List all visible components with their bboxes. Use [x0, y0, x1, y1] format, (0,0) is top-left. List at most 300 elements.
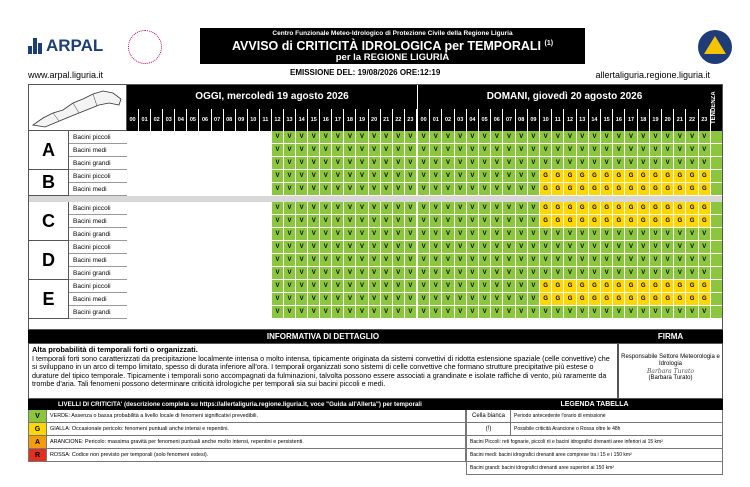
hour-cell: V	[528, 144, 540, 157]
basin-label: Bacini medi	[69, 293, 127, 306]
hour-cell	[175, 228, 187, 241]
hour-cell	[212, 131, 224, 144]
hour-label: 00	[418, 109, 430, 131]
hour-cells-row	[127, 228, 417, 241]
hour-cell: V	[491, 306, 503, 319]
hour-cell	[199, 267, 211, 280]
hour-label: 18	[344, 109, 356, 131]
hour-cell: V	[320, 144, 332, 157]
hour-label: 05	[479, 109, 491, 131]
hour-cell	[163, 241, 175, 254]
level-code: G	[29, 423, 47, 435]
hour-cell: V	[516, 157, 528, 170]
hour-cell: G	[625, 293, 637, 306]
hour-cell	[212, 228, 224, 241]
hour-cell: G	[577, 215, 589, 228]
hour-cell: G	[686, 215, 698, 228]
hour-cell	[163, 254, 175, 267]
hour-cell	[187, 241, 199, 254]
hour-cells-row	[127, 215, 417, 228]
hour-cell: G	[625, 183, 637, 196]
hour-cell	[151, 170, 163, 183]
hour-cell: V	[455, 157, 467, 170]
hour-cell: V	[503, 280, 515, 293]
hour-cell: V	[455, 293, 467, 306]
hour-cell: V	[491, 170, 503, 183]
hour-cell: V	[455, 170, 467, 183]
arpal-site-link[interactable]: www.arpal.liguria.it	[28, 70, 104, 80]
hour-cell	[139, 215, 151, 228]
hour-cell: V	[320, 293, 332, 306]
hour-label: 08	[224, 109, 236, 131]
hour-cell: V	[516, 215, 528, 228]
hour-cell: V	[479, 215, 491, 228]
emission-date: EMISSIONE DEL: 19/08/2026 ORE:12:19	[290, 68, 441, 77]
hour-cell: V	[405, 183, 417, 196]
hour-cell: V	[491, 157, 503, 170]
hour-cell: G	[662, 215, 674, 228]
hour-cell: V	[284, 183, 296, 196]
hour-label: 06	[491, 109, 503, 131]
hour-cell	[175, 280, 187, 293]
hour-cell: V	[467, 241, 479, 254]
hour-cell: V	[662, 228, 674, 241]
hour-cell: V	[430, 254, 442, 267]
arpal-logo[interactable]	[28, 36, 103, 56]
hour-cells-row	[127, 170, 417, 183]
hour-cell: V	[686, 241, 698, 254]
hour-cell: V	[296, 293, 308, 306]
hour-cell: V	[381, 241, 393, 254]
level-text: GIALLA: Occasionale pericolo: fenomeni puntuali anche intensi e repentini.	[50, 426, 229, 432]
liguria-map-icon	[29, 85, 127, 131]
hour-cell	[163, 131, 175, 144]
hour-cell: V	[405, 241, 417, 254]
hour-cell: G	[577, 202, 589, 215]
hour-cell: V	[528, 267, 540, 280]
hour-cell	[151, 241, 163, 254]
hour-cell	[175, 144, 187, 157]
hour-cell: V	[601, 144, 613, 157]
hour-cell: V	[320, 228, 332, 241]
hour-cell: G	[699, 202, 711, 215]
hour-cell: V	[503, 183, 515, 196]
hour-cell: G	[613, 280, 625, 293]
hour-cell: V	[405, 131, 417, 144]
hour-cell: V	[662, 131, 674, 144]
level-code: V	[29, 410, 47, 422]
hour-cell: V	[369, 202, 381, 215]
hour-cell: V	[405, 306, 417, 319]
hour-cell: G	[552, 202, 564, 215]
hour-cell	[151, 215, 163, 228]
hour-cell	[248, 131, 260, 144]
hour-cell	[212, 254, 224, 267]
hour-cell: V	[430, 228, 442, 241]
hour-cell	[151, 202, 163, 215]
hour-cell: G	[674, 183, 686, 196]
hour-cell	[224, 131, 236, 144]
hour-cell: V	[625, 144, 637, 157]
hour-cell: V	[601, 131, 613, 144]
hours-today	[127, 109, 417, 131]
hour-cell	[187, 267, 199, 280]
hour-cell: G	[625, 280, 637, 293]
hour-label: 23	[699, 109, 711, 131]
hour-cell: V	[455, 228, 467, 241]
hour-cell: V	[418, 267, 430, 280]
hour-cell: V	[381, 202, 393, 215]
hour-cell: V	[369, 157, 381, 170]
hour-cell: V	[418, 306, 430, 319]
hour-cell: V	[577, 131, 589, 144]
hour-cell: V	[430, 144, 442, 157]
hour-cell: V	[467, 170, 479, 183]
hour-cell	[175, 306, 187, 319]
hour-label: 08	[516, 109, 528, 131]
hour-cell	[199, 202, 211, 215]
hour-cell: V	[564, 144, 576, 157]
hour-cell: V	[613, 306, 625, 319]
hour-cell: V	[308, 280, 320, 293]
hour-cell	[260, 183, 272, 196]
hour-cell: V	[552, 306, 564, 319]
hour-label: 01	[430, 109, 442, 131]
hour-cell: V	[589, 157, 601, 170]
day2-header: DOMANI, giovedì 20 agosto 2026	[418, 85, 711, 109]
hour-label: 03	[163, 109, 175, 131]
hour-cell: V	[369, 306, 381, 319]
hour-cell: V	[516, 183, 528, 196]
hour-cell: V	[284, 170, 296, 183]
hour-cell: V	[638, 228, 650, 241]
hour-cell: V	[356, 228, 368, 241]
hour-cell: V	[393, 157, 405, 170]
hour-cell: V	[332, 157, 344, 170]
hour-cell: V	[503, 267, 515, 280]
hour-cell	[199, 131, 211, 144]
hour-cell: V	[625, 267, 637, 280]
hour-cell	[151, 254, 163, 267]
hour-cell: V	[455, 131, 467, 144]
hour-cell: G	[589, 170, 601, 183]
hour-cell: V	[662, 306, 674, 319]
hour-cell	[212, 144, 224, 157]
info-header: INFORMATIVA DI DETTAGLIO	[28, 330, 618, 343]
hour-cell	[260, 267, 272, 280]
hour-cell: V	[516, 280, 528, 293]
hour-cell: V	[674, 144, 686, 157]
hour-cell: V	[674, 157, 686, 170]
hour-cell: V	[516, 241, 528, 254]
hour-cell: V	[589, 131, 601, 144]
hour-cell: V	[308, 306, 320, 319]
hour-cell: G	[686, 170, 698, 183]
hour-cell	[187, 202, 199, 215]
hour-cell	[127, 157, 139, 170]
hour-cell: V	[430, 267, 442, 280]
hour-cell: V	[332, 170, 344, 183]
hour-cell: G	[674, 170, 686, 183]
hour-cell	[199, 254, 211, 267]
hour-cell: V	[442, 183, 454, 196]
hour-cell: V	[552, 131, 564, 144]
hour-cell	[224, 254, 236, 267]
hour-cell: G	[540, 280, 552, 293]
hour-cell: V	[393, 241, 405, 254]
hour-cell: V	[344, 157, 356, 170]
hour-cell: V	[369, 293, 381, 306]
hour-cell: V	[589, 306, 601, 319]
hour-cell: V	[540, 241, 552, 254]
hour-cell: V	[625, 157, 637, 170]
legend-row	[466, 462, 723, 475]
hours-tomorrow	[418, 109, 711, 131]
hour-cell	[199, 306, 211, 319]
hour-cell: V	[344, 183, 356, 196]
hour-cell	[163, 170, 175, 183]
hour-cell	[151, 228, 163, 241]
hour-cell	[127, 202, 139, 215]
hour-cell	[248, 306, 260, 319]
hour-cell: V	[320, 280, 332, 293]
hour-cell: G	[699, 215, 711, 228]
hour-cell: V	[430, 170, 442, 183]
hour-label: 00	[127, 109, 139, 131]
header	[0, 0, 750, 82]
hour-cell	[127, 144, 139, 157]
hour-cell: V	[320, 202, 332, 215]
hour-cell: G	[699, 280, 711, 293]
hour-label: 03	[455, 109, 467, 131]
hour-cell: V	[296, 202, 308, 215]
hour-cell	[151, 131, 163, 144]
hour-cell: V	[418, 293, 430, 306]
hour-cell: V	[381, 306, 393, 319]
hour-cell: G	[552, 215, 564, 228]
hour-cell: V	[516, 254, 528, 267]
legend-text: Periodo antecedente l'orario di emissione	[514, 413, 606, 419]
hour-cells-row	[418, 157, 711, 170]
hour-cell: V	[369, 144, 381, 157]
hour-cell: V	[467, 144, 479, 157]
hour-cell: V	[344, 228, 356, 241]
hour-cell	[248, 170, 260, 183]
hour-cell: G	[662, 293, 674, 306]
hour-cell: V	[625, 254, 637, 267]
hour-cell: G	[577, 280, 589, 293]
hour-label: 09	[528, 109, 540, 131]
hour-cell: V	[332, 241, 344, 254]
org-name: Centro Funzionale Meteo-Idrologico di Protezione Civile della Regione Liguria	[272, 30, 513, 37]
legend-key: (!)	[467, 423, 511, 435]
hour-cell: V	[589, 228, 601, 241]
basin-label: Bacini piccoli	[69, 131, 127, 144]
hour-cell	[163, 228, 175, 241]
hour-cell	[224, 144, 236, 157]
hour-cell: V	[638, 157, 650, 170]
hour-cell: V	[491, 241, 503, 254]
hour-cell	[212, 306, 224, 319]
hour-cell: V	[332, 306, 344, 319]
hour-cell	[260, 170, 272, 183]
legend-text: Possibile criticità Arancione o Rossa oltre le 48h	[514, 426, 621, 432]
hour-cells-row	[127, 241, 417, 254]
hour-cell: V	[577, 306, 589, 319]
page-subtitle: per la REGIONE LIGURIA	[335, 52, 450, 64]
level-code: R	[29, 449, 47, 461]
hour-cell: G	[601, 183, 613, 196]
hour-cell	[236, 215, 248, 228]
hour-cell: V	[381, 183, 393, 196]
allerta-site-link[interactable]: allertaliguria.regione.liguria.it	[595, 70, 710, 80]
hour-label: 10	[540, 109, 552, 131]
hour-cell	[199, 215, 211, 228]
hour-label: 09	[236, 109, 248, 131]
hour-cell	[248, 215, 260, 228]
hour-cell: V	[540, 267, 552, 280]
hour-cell	[260, 228, 272, 241]
hour-cell: V	[613, 228, 625, 241]
hour-label: 22	[686, 109, 698, 131]
hour-cell: V	[479, 241, 491, 254]
hour-cell: V	[674, 306, 686, 319]
hour-cell: G	[540, 293, 552, 306]
hour-cell	[224, 170, 236, 183]
hour-cell: V	[418, 228, 430, 241]
hour-cell	[187, 306, 199, 319]
hour-cell: V	[442, 144, 454, 157]
trend-cell	[711, 215, 722, 228]
hour-cells-row	[127, 293, 417, 306]
hour-cell	[127, 215, 139, 228]
hour-cell: G	[589, 280, 601, 293]
hour-cell: V	[674, 228, 686, 241]
hour-cell	[260, 293, 272, 306]
hour-cell	[236, 228, 248, 241]
hour-cell: V	[479, 131, 491, 144]
hour-cell: V	[479, 254, 491, 267]
hour-label: 07	[212, 109, 224, 131]
hour-cell: G	[577, 293, 589, 306]
hour-cell: V	[564, 267, 576, 280]
hour-cell: V	[344, 202, 356, 215]
hour-cell: V	[442, 228, 454, 241]
hour-cell: V	[272, 267, 284, 280]
hour-cell: V	[577, 267, 589, 280]
hour-cell: V	[308, 183, 320, 196]
hour-cell	[163, 202, 175, 215]
hour-cell: V	[638, 241, 650, 254]
hour-cell: G	[589, 215, 601, 228]
hour-cell	[248, 183, 260, 196]
hour-cell: V	[479, 267, 491, 280]
hour-cell: V	[393, 183, 405, 196]
hour-cell	[127, 170, 139, 183]
protezione-civile-logo-icon	[698, 30, 732, 64]
hour-cell: G	[662, 170, 674, 183]
hour-cell: V	[467, 157, 479, 170]
hour-cell: V	[650, 306, 662, 319]
hour-cell	[212, 241, 224, 254]
hour-cell: V	[430, 131, 442, 144]
hour-cell	[151, 144, 163, 157]
hour-cell: V	[442, 254, 454, 267]
trend-cell	[711, 157, 722, 170]
day1-header: OGGI, mercoledì 19 agosto 2026	[127, 85, 417, 109]
hour-label: 21	[674, 109, 686, 131]
hour-cell: V	[381, 267, 393, 280]
hour-cell: V	[284, 254, 296, 267]
hour-cell	[236, 254, 248, 267]
hour-cell: V	[650, 157, 662, 170]
hour-cell: V	[369, 183, 381, 196]
hour-cells-row	[418, 306, 711, 319]
hour-cell	[224, 183, 236, 196]
hour-cell: V	[601, 267, 613, 280]
hour-cell: V	[528, 183, 540, 196]
hour-cell: V	[686, 306, 698, 319]
hour-cell: V	[356, 144, 368, 157]
hour-cell	[224, 293, 236, 306]
zone-label: B	[29, 170, 69, 195]
hour-cell: V	[356, 183, 368, 196]
hour-cell	[151, 267, 163, 280]
level-row	[28, 410, 466, 423]
hour-cell: V	[613, 144, 625, 157]
hour-cell: V	[405, 215, 417, 228]
hour-cell: V	[516, 131, 528, 144]
hour-cell: V	[320, 254, 332, 267]
hour-cell	[127, 306, 139, 319]
hour-cell: V	[272, 202, 284, 215]
trend-cell	[711, 202, 722, 215]
hour-cell: V	[699, 228, 711, 241]
hour-cell: V	[503, 293, 515, 306]
hour-cell: V	[491, 228, 503, 241]
hour-cell	[224, 228, 236, 241]
hour-cell: V	[284, 144, 296, 157]
hour-cell: V	[430, 280, 442, 293]
hour-cell: G	[577, 170, 589, 183]
hour-label: 17	[625, 109, 637, 131]
hour-cell	[199, 228, 211, 241]
hour-cell: V	[491, 293, 503, 306]
hour-cell: V	[393, 228, 405, 241]
hour-cell	[248, 144, 260, 157]
hour-cell: V	[503, 157, 515, 170]
hour-cell: V	[686, 131, 698, 144]
hour-cell	[163, 306, 175, 319]
hour-cell: V	[650, 267, 662, 280]
hour-cell: V	[308, 202, 320, 215]
hour-cell: V	[601, 306, 613, 319]
regione-liguria-logo-icon	[128, 30, 162, 64]
hour-cell: V	[564, 228, 576, 241]
hour-cell: V	[393, 254, 405, 267]
hour-cells-row	[127, 306, 417, 319]
hour-cell: V	[699, 144, 711, 157]
hour-cell: V	[577, 241, 589, 254]
hour-cell	[236, 183, 248, 196]
trend-cell	[711, 293, 722, 306]
hour-cell: V	[272, 293, 284, 306]
hour-cell: G	[564, 170, 576, 183]
hour-cell	[224, 280, 236, 293]
hour-cell: G	[540, 170, 552, 183]
hour-cell: V	[516, 144, 528, 157]
trend-cell	[711, 183, 722, 196]
